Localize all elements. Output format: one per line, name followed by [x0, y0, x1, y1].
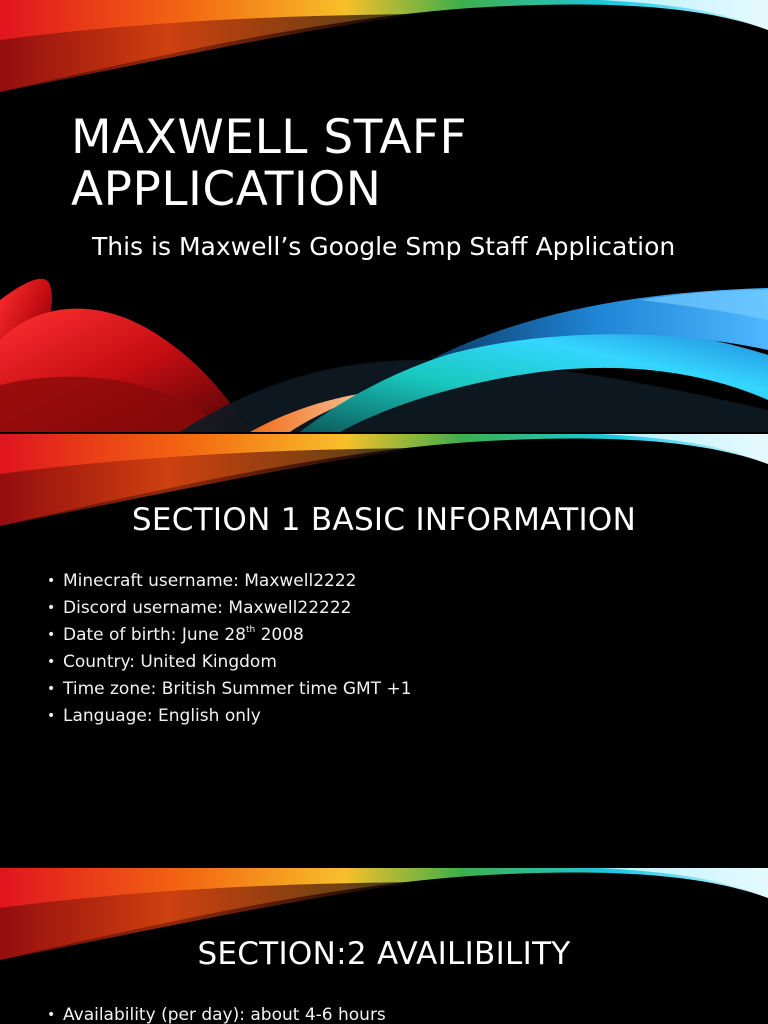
section-1-slide — [0, 434, 768, 866]
title-slide — [0, 0, 768, 432]
list-item: • Minecraft username: Maxwell2222 — [47, 568, 412, 595]
section-heading: SECTION 1 BASIC INFORMATION — [131, 502, 637, 538]
list-item: • Country: United Kingdom — [47, 649, 412, 676]
basic-info-list — [47, 568, 412, 730]
ordinal-suffix: th — [245, 625, 256, 635]
section-2-slide — [0, 868, 768, 1024]
section-heading: SECTION:2 AVAILIBILITY — [197, 936, 571, 972]
list-item-text: 2008 — [255, 625, 304, 645]
availability-list — [47, 1002, 386, 1024]
presentation-title: MAXWELL STAFF APPLICATION — [71, 110, 467, 217]
list-item: • Language: English only — [47, 703, 412, 730]
presentation-subtitle: This is Maxwell’s Google Smp Staff Application — [92, 232, 676, 261]
list-item: • Availability (per day): about 4-6 hours — [47, 1002, 386, 1024]
list-item: • Discord username: Maxwell22222 — [47, 595, 412, 622]
list-item — [47, 622, 412, 649]
list-item: • Time zone: British Summer time GMT +1 — [47, 676, 412, 703]
list-item-text: Date of birth: June 28 — [63, 625, 246, 645]
